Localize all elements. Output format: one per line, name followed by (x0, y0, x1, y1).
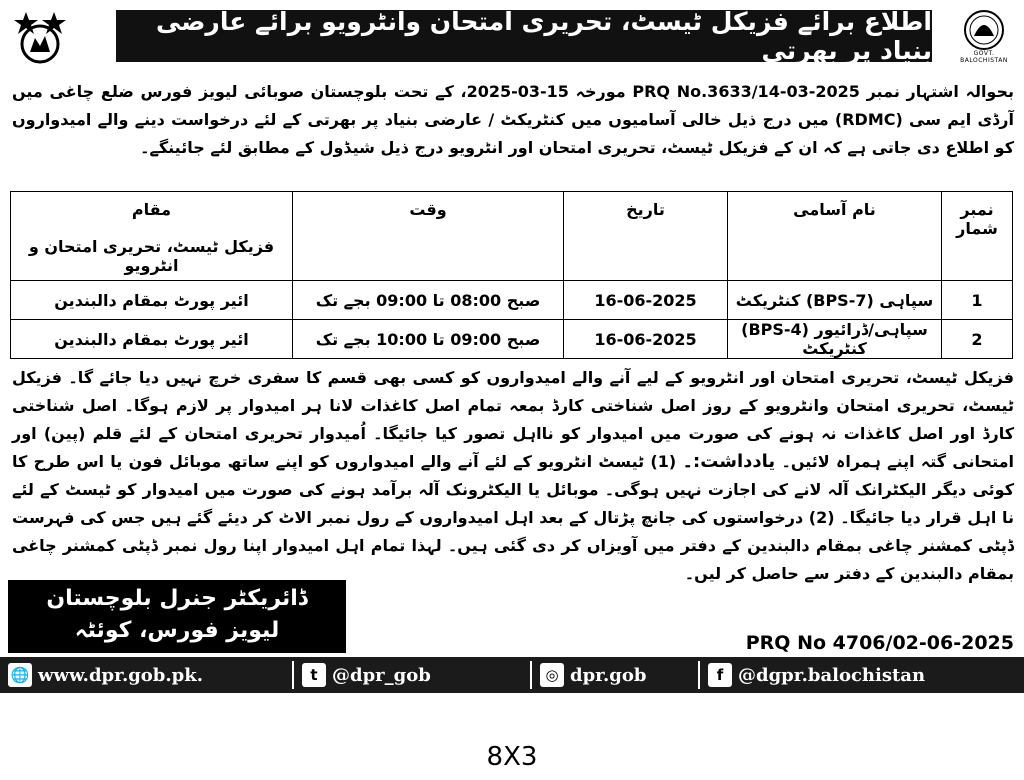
row-time: صبح 08:00 تا 09:00 بجے تک (293, 281, 564, 320)
footer-website[interactable] (8, 657, 203, 693)
twitter-handle: @dpr_gob (332, 664, 431, 686)
header-serial: نمبر شمار (942, 192, 1013, 281)
signature-line2: لیویز فورس، کوئٹہ (74, 618, 280, 643)
signature-block (8, 580, 346, 653)
footer-twitter[interactable] (302, 657, 431, 693)
footer-divider (530, 661, 532, 689)
row-post: سپاہی (BPS-7) کنٹریکٹ (728, 281, 942, 320)
header-venue (11, 192, 293, 281)
table-header-row (11, 192, 1013, 281)
row-time: صبح 09:00 تا 10:00 بجے تک (293, 320, 564, 359)
row-date (564, 281, 728, 320)
social-footer-bar (0, 657, 1024, 693)
row-serial: 1 (942, 281, 1013, 320)
footer-facebook[interactable] (708, 657, 925, 693)
header-venue-label: مقام (131, 200, 172, 219)
footer-instagram[interactable] (540, 657, 646, 693)
row-date-value: 16-06-2025 (594, 290, 697, 310)
ad-size-label: 8X3 (486, 742, 538, 772)
twitter-icon: t (302, 663, 326, 687)
notice-title: اطلاع برائے فزیکل ٹیسٹ، تحریری امتحان وانٹرویو برائے عارضی بنیاد پر بھرتی (155, 7, 932, 65)
signature-line1: ڈائریکٹر جنرل بلوچستان (46, 586, 308, 611)
header-post: نام آسامی (728, 192, 942, 281)
footer-divider (698, 661, 700, 689)
schedule-table (10, 191, 1013, 359)
footer-divider (292, 661, 294, 689)
facebook-handle: @dgpr.balochistan (738, 664, 926, 686)
levies-emblem-logo (8, 8, 72, 64)
website-label: www.dpr.gob.pk. (38, 664, 203, 686)
table-row (11, 320, 1013, 359)
govt-balochistan-logo (952, 8, 1016, 64)
memo-paragraph: (1) ٹیسٹ انٹرویو کے لئے آنے والے امیدواروں کو اپنے ساتھ موبائل فون یا اس طرح کا کوئی دیگر الیکٹرانک آلہ لانے کی اجازت نہیں ہوگی۔ موبائل یا الیکٹرونک آلہ برآمد ہونے کی صورت میں امیدوار کو ٹیسٹ کے لئے نا اہل قرار دیا جائیگا۔ (2) درخواستوں کی جانچ پڑتال کے بعد اہل امیدواروں کے رول نمبر الاٹ کر دیئے گئے ہیں جس کی فہرست ڈپٹی کمشنر چاغی بمقام دالبندین کے دفتر میں آویزاں کر دی گئی ہیں۔ لہذا تمام اہل امیدوار اپنا رول نمبر ڈپٹی کمشنر چاغی بمقام دالبندین کے دفتر سے حاصل کر لیں۔ (12, 452, 1015, 583)
row-post: سپاہی/ڈرائیور (BPS-4) کنٹریکٹ (728, 320, 942, 359)
globe-icon: 🌐 (8, 663, 32, 687)
intro-paragraph: بحوالہ اشتہار نمبر PRQ No.3633/14-03-2025 مورخہ 15-03-2025، کے تحت بلوچستان صوبائی لیویز فورس ضلع چاغی میں آرڈی ایم سی (RDMC) میں درج ذیل خالی آسامیوں میں کنٹریکٹ / عارضی بنیاد پر بھرتی کے لئے درخواست دینے والے امیدواروں کو اطلاع دی جاتی ہے کہ ان کے فزیکل ٹیسٹ، تحریری امتحان اور انٹرویو درج ذیل شیڈول کے مطابق لئے جائینگے۔ (12, 82, 1015, 157)
row-venue: ائیر پورٹ بمقام دالبندین (11, 281, 293, 320)
row-date (564, 320, 728, 359)
title-banner (116, 7, 932, 65)
instagram-icon: ◎ (540, 663, 564, 687)
memo-label: یادداشت:۔ (682, 451, 776, 472)
header-venue-sub: فزیکل ٹیسٹ، تحریری امتحان و انٹرویو (28, 237, 275, 275)
facebook-icon: f (708, 663, 732, 687)
row-serial: 2 (942, 320, 1013, 359)
row-venue: ائیر پورٹ بمقام دالبندین (11, 320, 293, 359)
table-row (11, 281, 1013, 320)
instructions-text (12, 364, 1014, 588)
header-date: تاریخ (564, 192, 728, 281)
instagram-handle: dpr.gob (570, 664, 647, 686)
prq-number: PRQ No 4706/02-06-2025 (745, 632, 1014, 654)
header-time: وقت (293, 192, 564, 281)
instructions-paragraph: فزیکل ٹیسٹ، تحریری امتحان اور انٹرویو کے لیے آنے والے امیدواروں کو کسی بھی قسم کا سفری خرچ نہیں دیا جائے گا۔ فزیکل ٹیسٹ، تحریری امتحان وانٹرویو کے روز اصل شناختی کارڈ بمعہ تمام اصل کاغذات لانا ہر امیدوار پر لازم ہوگا۔ اصل شناختی کارڈ اور اصل کاغذات نہ ہونے کی صورت میں امیدوار کو نااہل تصور کیا جائیگا۔ اُمیدوار تحریری امتحان کے لئے قلم (پین) اور امتحانی گتہ اپنے ہمراہ لائیں۔ (12, 368, 1015, 471)
row-date-value: 16-06-2025 (594, 329, 697, 349)
logo-caption: GOVT. BALOCHISTAN (960, 50, 1008, 64)
